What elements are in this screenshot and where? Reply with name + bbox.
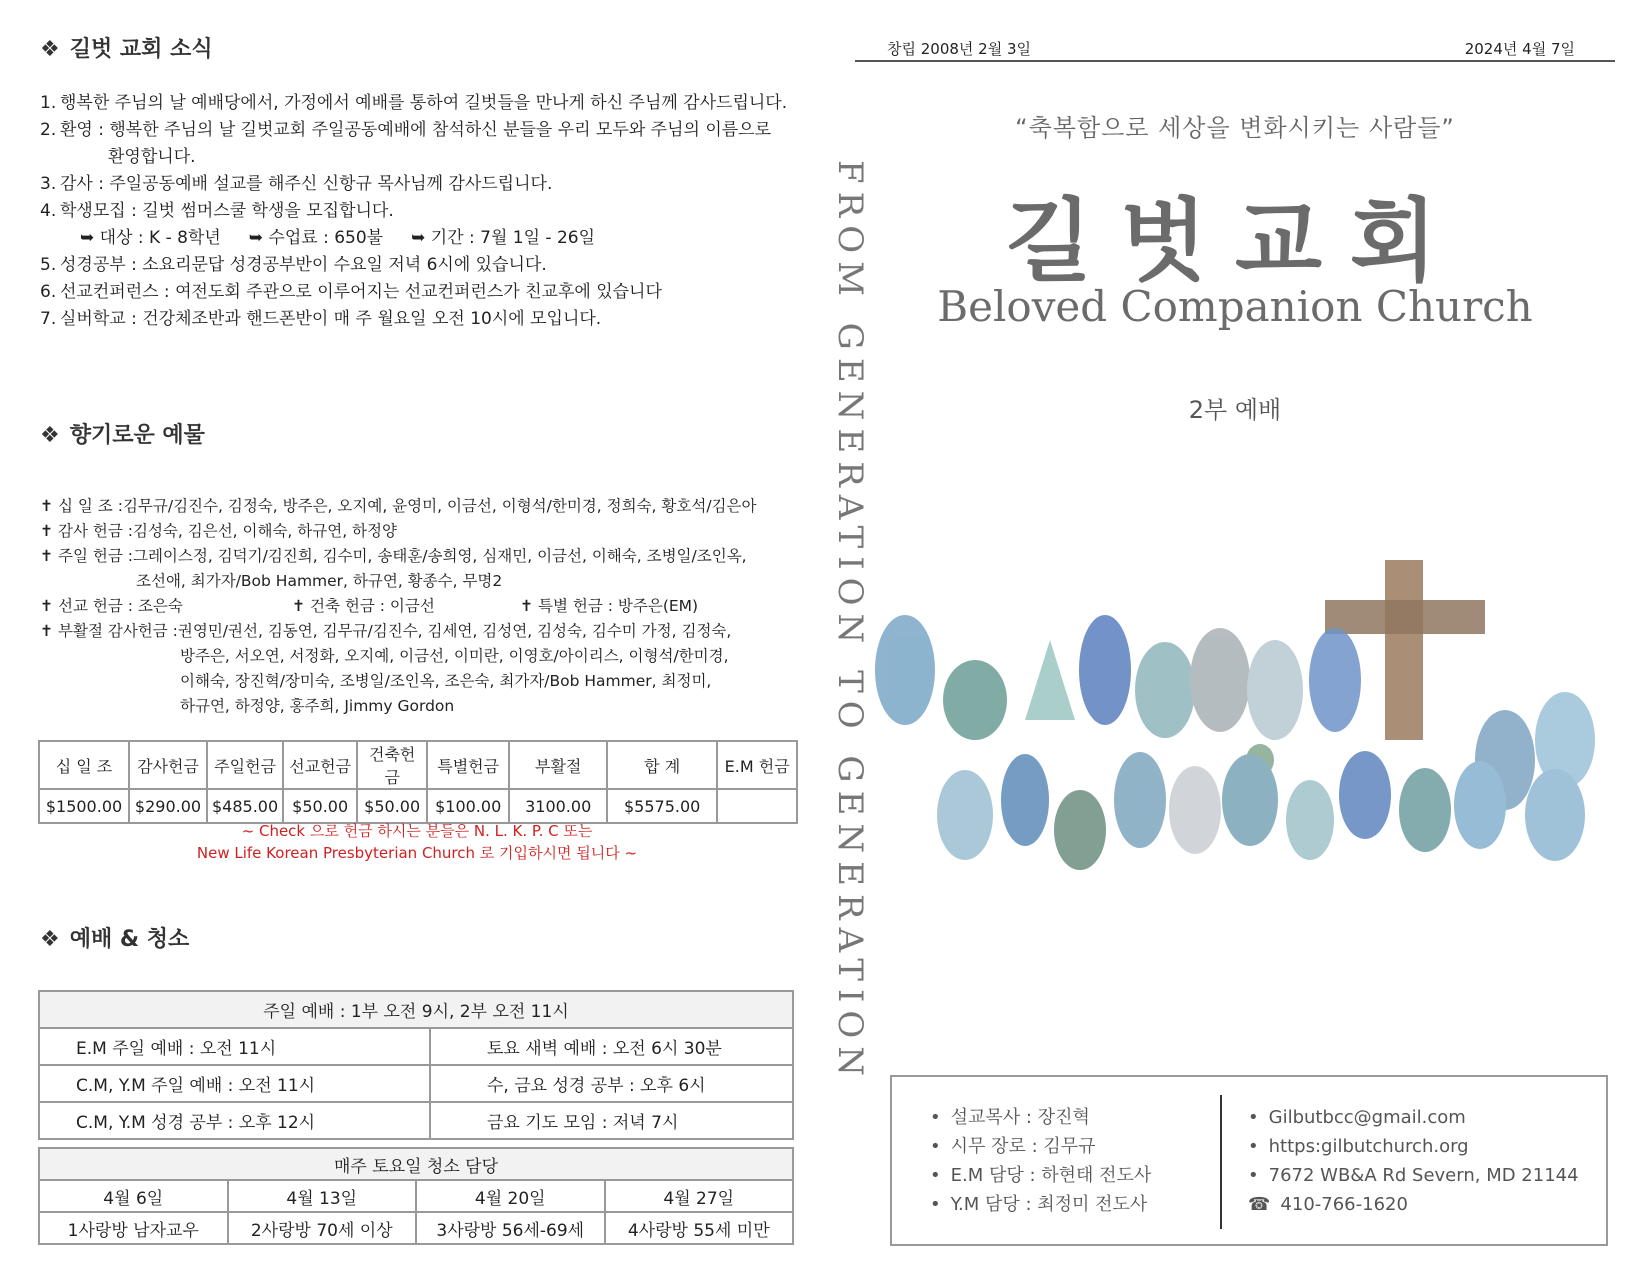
table-cell: $5575.00 xyxy=(607,789,717,823)
news-heading: ❖ 길벗 교회 소식 xyxy=(40,37,213,62)
table-cell: 4사랑방 55세 미만 xyxy=(605,1212,794,1244)
news-item: 4. 학생모집 : 길벗 썸머스쿨 학생을 모집합니다. xyxy=(40,201,394,221)
table-row xyxy=(39,1028,793,1065)
table-cell: 4월 13일 xyxy=(228,1180,417,1212)
table-header: 합 계 xyxy=(607,741,717,789)
table-header: 부활절 xyxy=(509,741,607,789)
address: • 7672 WB&A Rd Severn, MD 21144 xyxy=(1248,1165,1579,1186)
table-row xyxy=(39,991,793,1028)
news-item: 3. 감사 : 주일공동예배 설교를 해주신 신항규 목사님께 감사드립니다. xyxy=(40,174,553,194)
cleaning-table xyxy=(38,1147,794,1245)
table-cell: C.M, Y.M 성경 공부 : 오후 12시 xyxy=(39,1102,430,1139)
news-item: 2. 환영 : 행복한 주님의 날 길벗교회 주일공동예배에 참석하신 분들을 우리 모두와 주님의 이름으로 xyxy=(40,120,772,140)
easter-row-cont: 방주은, 서오연, 서정화, 오지예, 이금선, 이미란, 이영호/아이리스, 이형석/한미경, xyxy=(180,647,729,665)
table-cell: C.M, Y.M 주일 예배 : 오전 11시 xyxy=(39,1065,430,1102)
table-cell: E.M 주일 예배 : 오전 11시 xyxy=(39,1028,430,1065)
cross-icon: ✝ xyxy=(40,547,53,565)
table-cell: $100.00 xyxy=(427,789,509,823)
phone-icon: ☎ xyxy=(1248,1194,1271,1215)
table-cell: $485.00 xyxy=(207,789,283,823)
cross-icon: ✝ xyxy=(40,522,53,540)
check-note: ~ Check 으로 헌금 하시는 분들은 N. L. K. P. C 또는 New Life Korean Presbyterian Church 로 기입하시면 됩니다 ~ xyxy=(196,822,638,862)
worship-heading: ❖ 예배 & 청소 xyxy=(40,927,190,952)
table-cell: 2사랑방 70세 이상 xyxy=(228,1212,417,1244)
table-row xyxy=(39,1148,793,1180)
list-item: • E.M 담당 : 하현태 전도사 xyxy=(930,1165,1152,1186)
misc-offering-row: ✝ 선교 헌금 : 조은숙 ✝ 건축 헌금 : 이금선 ✝ 특별 헌금 : 방주은(EM) xyxy=(40,594,800,619)
table-cell: $50.00 xyxy=(357,789,427,823)
cross-icon: ✝ xyxy=(40,622,53,640)
news-item: 6. 선교컨퍼런스 : 여전도회 주관으로 이루어지는 선교컨퍼런스가 친교후에 있습니다 xyxy=(40,282,662,302)
thanks-row: ✝ 감사 헌금 : 김성숙, 김은선, 이해숙, 하규연, 하정양 xyxy=(40,519,800,544)
right-panel xyxy=(855,0,1650,1275)
sunday-row-cont: 조선애, 최가자/Bob Hammer, 하규연, 황종수, 무명2 xyxy=(136,572,503,590)
table-cell: $50.00 xyxy=(283,789,357,823)
news-item: 1. 행복한 주님의 날 예배당에서, 가정에서 예배를 통하여 길벗들을 만나게 하신 주님께 감사드립니다. xyxy=(40,93,788,113)
contact-info-box xyxy=(890,1075,1608,1246)
left-panel xyxy=(0,0,800,1275)
table-cell: 토요 새벽 예배 : 오전 6시 30분 xyxy=(430,1028,793,1065)
diamond-icon: ❖ xyxy=(40,37,60,62)
table-row xyxy=(39,1065,793,1102)
worship-schedule-table xyxy=(38,990,794,1140)
table-header: 주일 예배 : 1부 오전 9시, 2부 오전 11시 xyxy=(39,991,793,1028)
news-list xyxy=(40,90,800,333)
news-item: 7. 실버학교 : 건강체조반과 핸드폰반이 매 주 월요일 오전 10시에 모입니다. xyxy=(40,309,602,329)
table-row xyxy=(39,1212,793,1244)
phone-number: ☎ 410-766-1620 xyxy=(1248,1194,1408,1215)
church-name-english: Beloved Companion Church xyxy=(937,282,1533,331)
offering-list xyxy=(40,494,800,719)
church-motto: “축복함으로 세상을 변화시키는 사람들” xyxy=(1015,114,1455,142)
table-header: E.M 헌금 xyxy=(717,741,797,789)
cross-icon: ✝ xyxy=(40,597,53,615)
email-link[interactable]: • Gilbutbcc@gmail.com xyxy=(1248,1107,1466,1128)
offering-totals-table xyxy=(38,740,798,824)
divider xyxy=(1220,1095,1222,1229)
list-item: • 설교목사 : 장진혁 xyxy=(930,1107,1090,1128)
watercolor-trees-and-cross-illustration xyxy=(865,560,1625,920)
cross-icon: ✝ xyxy=(40,497,53,515)
sunday-row: ✝ 주일 헌금 : 그레이스정, 김덕기/김진희, 김수미, 송태훈/송희영, 심재민, 이금선, 이해숙, 조병일/조인옥, xyxy=(40,544,800,569)
table-cell: $1500.00 xyxy=(39,789,129,823)
table-cell: 4월 27일 xyxy=(605,1180,794,1212)
easter-row: ✝ 부활절 감사헌금 : 권영민/권선, 김동연, 김무규/김진수, 김세연, 김성연, 김성숙, 김수미 가정, 김정숙, xyxy=(40,619,800,644)
vertical-motto-text: FROM GENERATION TO GENERATION xyxy=(830,160,870,1085)
diamond-icon: ❖ xyxy=(40,423,60,448)
table-row xyxy=(39,1102,793,1139)
offering-heading: ❖ 향기로운 예물 xyxy=(40,423,205,448)
table-row xyxy=(39,1180,793,1212)
table-cell: 1사랑방 남자교우 xyxy=(39,1212,228,1244)
table-header: 주일헌금 xyxy=(207,741,283,789)
table-header: 건축헌금 xyxy=(357,741,427,789)
table-cell: 4월 6일 xyxy=(39,1180,228,1212)
news-sub-details: ➥ 대상 : K - 8학년 ➥ 수업료 : 650불 ➥ 기간 : 7월 1일 - 26일 xyxy=(80,228,596,248)
table-cell: 3사랑방 56세-69세 xyxy=(416,1212,605,1244)
table-cell: $290.00 xyxy=(129,789,207,823)
table-header: 특별헌금 xyxy=(427,741,509,789)
cross-icon: ✝ xyxy=(520,597,533,615)
table-row xyxy=(39,789,797,823)
easter-row-cont: 하규연, 하정양, 홍주희, Jimmy Gordon xyxy=(180,697,455,715)
table-cell xyxy=(717,789,797,823)
founded-date: 창립 2008년 2월 3일 xyxy=(887,40,1032,58)
table-header: 감사헌금 xyxy=(129,741,207,789)
table-header: 십 일 조 xyxy=(39,741,129,789)
table-cell: 수, 금요 성경 공부 : 오후 6시 xyxy=(430,1065,793,1102)
diamond-icon: ❖ xyxy=(40,927,60,952)
website-link[interactable]: • https:gilbutchurch.org xyxy=(1248,1136,1469,1157)
table-cell: 4월 20일 xyxy=(416,1180,605,1212)
bulletin-date: 2024년 4월 7일 xyxy=(1464,40,1575,58)
table-header: 선교헌금 xyxy=(283,741,357,789)
news-item-continuation: 환영합니다. xyxy=(108,147,196,167)
contact-list xyxy=(1248,1103,1579,1219)
table-cell: 3100.00 xyxy=(509,789,607,823)
table-row xyxy=(39,741,797,789)
cross-icon: ✝ xyxy=(292,597,305,615)
list-item: • 시무 장로 : 김무규 xyxy=(930,1136,1096,1157)
easter-row-cont: 이해숙, 장진혁/장미숙, 조병일/조인옥, 조은숙, 최가자/Bob Hammer, 최정미, xyxy=(180,672,712,690)
table-header: 매주 토요일 청소 담당 xyxy=(39,1148,793,1180)
church-name-korean: 길벗교회 xyxy=(1005,189,1465,294)
service-title: 2부 예배 xyxy=(1188,396,1282,424)
news-item: 5. 성경공부 : 소요리문답 성경공부반이 수요일 저녁 6시에 있습니다. xyxy=(40,255,547,275)
list-item: • Y.M 담당 : 최정미 전도사 xyxy=(930,1194,1148,1215)
tithe-row: ✝ 십 일 조 : 김무규/김진수, 김정숙, 방주은, 오지예, 윤영미, 이금선, 이형석/한미경, 정희숙, 황호석/김은아 xyxy=(40,494,800,519)
header-dates xyxy=(855,38,1615,62)
staff-list xyxy=(930,1103,1151,1219)
table-cell: 금요 기도 모임 : 저녁 7시 xyxy=(430,1102,793,1139)
